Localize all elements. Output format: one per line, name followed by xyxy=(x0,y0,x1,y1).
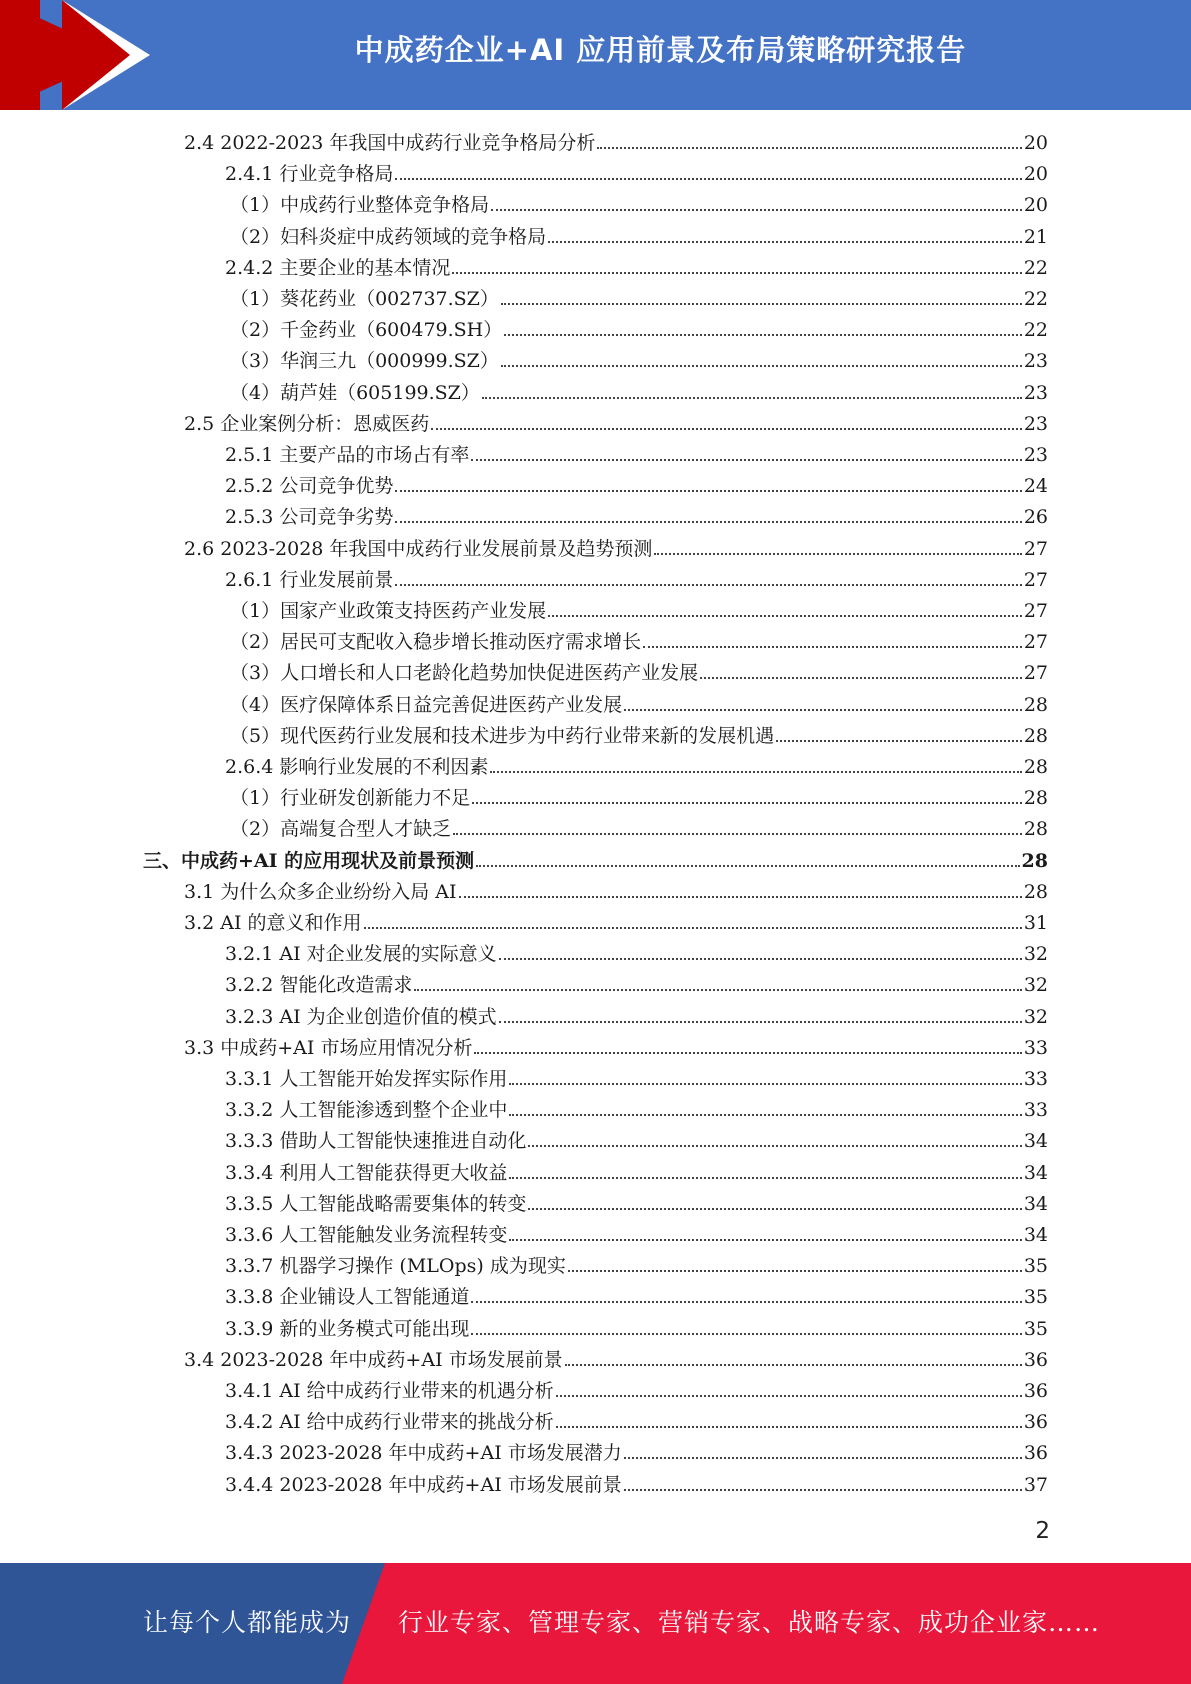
page-header xyxy=(0,0,1191,110)
toc-entry-title: 2.5 企业案例分析：恩威医药 xyxy=(184,413,430,435)
toc-entry-title: （5）现代医药行业发展和技术进步为中药行业带来新的发展机遇 xyxy=(230,725,775,747)
toc-entry-page: 33 xyxy=(1023,1099,1048,1121)
toc-entry-page: 22 xyxy=(1023,257,1048,279)
toc-entry-title: 3.3.7 机器学习操作 (MLOps) 成为现实 xyxy=(225,1255,566,1277)
toc-entry-title: （1）行业研发创新能力不足 xyxy=(230,787,471,809)
toc-entry-title: 2.4.1 行业竞争格局 xyxy=(225,163,394,185)
toc-entry-title: （1）中成药行业整体竞争格局 xyxy=(230,194,490,216)
toc-entry[interactable] xyxy=(225,939,1048,970)
toc-entry-title: （1）葵花药业（002737.SZ） xyxy=(230,288,499,310)
toc-entry-page: 35 xyxy=(1023,1255,1048,1277)
toc-entry[interactable] xyxy=(225,1438,1048,1469)
toc-entry-page: 34 xyxy=(1023,1162,1048,1184)
toc-entry[interactable] xyxy=(225,1220,1048,1251)
toc-entry-page: 28 xyxy=(1023,787,1048,809)
toc-entry-page: 24 xyxy=(1023,475,1048,497)
toc-entry-page: 37 xyxy=(1023,1474,1048,1496)
toc-dot-leader xyxy=(776,740,1022,742)
toc-dot-leader xyxy=(501,365,1022,367)
toc-entry[interactable] xyxy=(225,471,1048,502)
toc-dot-leader xyxy=(501,303,1022,305)
toc-dot-leader xyxy=(453,833,1022,835)
toc-entry[interactable] xyxy=(225,565,1048,596)
toc-entry-title: （4）葫芦娃（605199.SZ） xyxy=(230,382,480,404)
toc-entry-page: 32 xyxy=(1023,1006,1048,1028)
toc-entry[interactable] xyxy=(184,908,1048,939)
toc-entry-title: 2.6.4 影响行业发展的不利因素 xyxy=(225,756,489,778)
toc-entry[interactable] xyxy=(230,315,1048,346)
toc-dot-leader xyxy=(472,802,1022,804)
toc-entry-title: 3.4 2023-2028 年中成药+AI 市场发展前景 xyxy=(184,1349,563,1371)
toc-entry[interactable] xyxy=(225,1158,1048,1189)
toc-entry-page: 36 xyxy=(1023,1349,1048,1371)
toc-entry-page: 33 xyxy=(1023,1037,1048,1059)
toc-entry-title: 3.3.4 利用人工智能获得更大收益 xyxy=(225,1162,508,1184)
toc-entry[interactable] xyxy=(225,1126,1048,1157)
toc-dot-leader xyxy=(509,1083,1021,1085)
toc-entry[interactable] xyxy=(143,846,1048,877)
toc-entry-title: 2.5.2 公司竞争优势 xyxy=(225,475,394,497)
toc-dot-leader xyxy=(482,397,1022,399)
toc-entry-title: 3.3.9 新的业务模式可能出现 xyxy=(225,1318,470,1340)
toc-entry-title: 2.6.1 行业发展前景 xyxy=(225,569,394,591)
toc-entry-page: 35 xyxy=(1023,1286,1048,1308)
toc-entry-title: 3.3.3 借助人工智能快速推进自动化 xyxy=(225,1130,527,1152)
toc-entry-page: 36 xyxy=(1023,1380,1048,1402)
toc-entry-page: 28 xyxy=(1023,881,1048,903)
toc-entry[interactable] xyxy=(184,1345,1048,1376)
toc-dot-leader xyxy=(654,553,1021,555)
toc-entry-page: 22 xyxy=(1023,319,1048,341)
toc-dot-leader xyxy=(499,958,1022,960)
toc-dot-leader xyxy=(624,1457,1022,1459)
toc-entry-page: 32 xyxy=(1023,943,1048,965)
toc-dot-leader xyxy=(414,989,1021,991)
toc-entry[interactable] xyxy=(225,1314,1048,1345)
toc-dot-leader xyxy=(471,1301,1021,1303)
toc-entry-title: （2）妇科炎症中成药领域的竞争格局 xyxy=(230,226,547,248)
toc-dot-leader xyxy=(504,334,1022,336)
toc-entry-page: 27 xyxy=(1023,569,1048,591)
toc-entry[interactable] xyxy=(225,253,1048,284)
toc-dot-leader xyxy=(568,1270,1022,1272)
footer-slogan-right: 行业专家、管理专家、营销专家、战略专家、成功企业家…… xyxy=(398,1608,1101,1637)
toc-dot-leader xyxy=(548,615,1022,617)
toc-dot-leader xyxy=(471,459,1021,461)
toc-entry-page: 21 xyxy=(1023,226,1048,248)
toc-dot-leader xyxy=(624,709,1022,711)
toc-entry-title: 3.3.1 人工智能开始发挥实际作用 xyxy=(225,1068,508,1090)
toc-entry-page: 35 xyxy=(1023,1318,1048,1340)
toc-entry[interactable] xyxy=(225,1470,1048,1501)
toc-entry-title: 3.4.4 2023-2028 年中成药+AI 市场发展前景 xyxy=(225,1474,622,1496)
toc-entry-title: 3.2.3 AI 为企业创造价值的模式 xyxy=(225,1006,497,1028)
toc-entry-page: 23 xyxy=(1023,413,1048,435)
toc-entry[interactable] xyxy=(230,783,1048,814)
toc-dot-leader xyxy=(395,178,1021,180)
toc-dot-leader xyxy=(364,927,1022,929)
toc-dot-leader xyxy=(624,1489,1022,1491)
toc-entry[interactable] xyxy=(225,440,1048,471)
toc-entry-page: 20 xyxy=(1023,194,1048,216)
toc-entry-page: 23 xyxy=(1023,350,1048,372)
toc-entry[interactable] xyxy=(230,346,1048,377)
toc-entry-page: 20 xyxy=(1023,163,1048,185)
toc-entry-title: （2）居民可支配收入稳步增长推动医疗需求增长 xyxy=(230,631,642,653)
toc-entry-page: 28 xyxy=(1023,725,1048,747)
toc-entry-title: 3.3.6 人工智能触发业务流程转变 xyxy=(225,1224,508,1246)
toc-entry-title: 3.4.3 2023-2028 年中成药+AI 市场发展潜力 xyxy=(225,1442,622,1464)
toc-entry[interactable] xyxy=(225,970,1048,1001)
report-title: 中成药企业+AI 应用前景及布局策略研究报告 xyxy=(354,33,967,67)
toc-entry-page: 23 xyxy=(1023,382,1048,404)
toc-dot-leader xyxy=(643,646,1022,648)
toc-entry-page: 27 xyxy=(1023,600,1048,622)
toc-entry-page: 31 xyxy=(1023,912,1048,934)
toc-dot-leader xyxy=(556,1395,1022,1397)
toc-dot-leader xyxy=(548,241,1022,243)
toc-entry-title: （3）人口增长和人口老龄化趋势加快促进医药产业发展 xyxy=(230,662,699,684)
toc-entry[interactable] xyxy=(225,1189,1048,1220)
toc-entry[interactable] xyxy=(184,128,1048,159)
toc-dot-leader xyxy=(471,1333,1021,1335)
toc-entry-title: （1）国家产业政策支持医药产业发展 xyxy=(230,600,547,622)
toc-entry[interactable] xyxy=(230,222,1048,253)
toc-entry-title: 3.3 中成药+AI 市场应用情况分析 xyxy=(184,1037,473,1059)
toc-dot-leader xyxy=(395,584,1021,586)
toc-dot-leader xyxy=(395,521,1021,523)
toc-dot-leader xyxy=(459,896,1022,898)
toc-entry[interactable] xyxy=(230,378,1048,409)
toc-entry-page: 28 xyxy=(1023,756,1048,778)
toc-entry-title: （2）高端复合型人才缺乏 xyxy=(230,818,452,840)
toc-entry-title: 2.4.2 主要企业的基本情况 xyxy=(225,257,451,279)
toc-dot-leader xyxy=(556,1426,1022,1428)
toc-entry-title: 2.6 2023-2028 年我国中成药行业发展前景及趋势预测 xyxy=(184,538,653,560)
toc-entry-page: 34 xyxy=(1023,1193,1048,1215)
toc-dot-leader xyxy=(565,1364,1022,1366)
toc-entry-title: 2.5.3 公司竞争劣势 xyxy=(225,506,394,528)
toc-dot-leader xyxy=(597,147,1021,149)
toc-entry[interactable] xyxy=(225,1282,1048,1313)
toc-dot-leader xyxy=(700,677,1022,679)
toc-entry-page: 33 xyxy=(1023,1068,1048,1090)
toc-entry[interactable] xyxy=(230,190,1048,221)
toc-entry[interactable] xyxy=(230,627,1048,658)
toc-entry-title: 3.2.1 AI 对企业发展的实际意义 xyxy=(225,943,497,965)
toc-entry-page: 28 xyxy=(1023,694,1048,716)
toc-dot-leader xyxy=(490,771,1021,773)
toc-entry-title: 2.5.1 主要产品的市场占有率 xyxy=(225,444,470,466)
toc-entry-title: 三、中成药+AI 的应用现状及前景预测 xyxy=(143,850,475,872)
toc-entry[interactable] xyxy=(230,690,1048,721)
toc-entry-title: （3）华润三九（000999.SZ） xyxy=(230,350,499,372)
toc-entry-page: 27 xyxy=(1023,662,1048,684)
toc-entry[interactable] xyxy=(225,1407,1048,1438)
toc-entry[interactable] xyxy=(230,814,1048,845)
page-number: 2 xyxy=(1035,1518,1050,1544)
toc-entry-page: 36 xyxy=(1023,1411,1048,1433)
toc-entry-title: 3.2.2 智能化改造需求 xyxy=(225,974,413,996)
toc-entry-title: （4）医疗保障体系日益完善促进医药产业发展 xyxy=(230,694,623,716)
toc-entry-page: 32 xyxy=(1023,974,1048,996)
toc-entry-page: 26 xyxy=(1023,506,1048,528)
toc-dot-leader xyxy=(528,1208,1021,1210)
toc-entry-page: 27 xyxy=(1023,631,1048,653)
header-chevron-inner xyxy=(62,0,130,110)
toc-entry-page: 28 xyxy=(1023,818,1048,840)
toc-dot-leader xyxy=(509,1114,1021,1116)
toc-entry[interactable] xyxy=(225,752,1048,783)
toc-dot-leader xyxy=(474,1052,1021,1054)
toc-entry[interactable] xyxy=(230,721,1048,752)
toc-entry-page: 36 xyxy=(1023,1442,1048,1464)
toc-dot-leader xyxy=(452,272,1021,274)
toc-dot-leader xyxy=(509,1177,1021,1179)
toc-dot-leader xyxy=(499,1021,1022,1023)
toc-entry[interactable] xyxy=(184,877,1048,908)
toc-entry-page: 23 xyxy=(1023,444,1048,466)
toc-entry-title: 3.3.5 人工智能战略需要集体的转变 xyxy=(225,1193,527,1215)
toc-entry-title: 3.4.2 AI 给中成药行业带来的挑战分析 xyxy=(225,1411,554,1433)
page-footer xyxy=(0,1563,1191,1684)
toc-entry[interactable] xyxy=(230,284,1048,315)
toc-entry-page: 20 xyxy=(1023,132,1048,154)
toc-entry[interactable] xyxy=(225,1095,1048,1126)
footer-slogan-left: 让每个人都能成为 xyxy=(143,1608,352,1637)
toc-entry[interactable] xyxy=(225,502,1048,533)
toc-entry-title: 3.1 为什么众多企业纷纷入局 AI xyxy=(184,881,457,903)
toc-entry[interactable] xyxy=(184,409,1048,440)
toc-entry-page: 28 xyxy=(1021,850,1048,872)
toc-dot-leader xyxy=(509,1239,1021,1241)
toc-dot-leader xyxy=(476,865,1019,867)
toc-dot-leader xyxy=(528,1145,1021,1147)
toc-entry-title: 3.3.2 人工智能渗透到整个企业中 xyxy=(225,1099,508,1121)
toc-entry[interactable] xyxy=(225,1251,1048,1282)
toc-entry-title: 3.3.8 企业铺设人工智能通道 xyxy=(225,1286,470,1308)
toc-entry-page: 27 xyxy=(1023,538,1048,560)
toc-entry-title: 3.2 AI 的意义和作用 xyxy=(184,912,362,934)
toc-entry-page: 34 xyxy=(1023,1130,1048,1152)
toc-dot-leader xyxy=(395,490,1021,492)
toc-entry[interactable] xyxy=(225,159,1048,190)
toc-entry[interactable] xyxy=(184,534,1048,565)
toc-entry[interactable] xyxy=(225,1376,1048,1407)
toc-entry-page: 34 xyxy=(1023,1224,1048,1246)
toc-entry-title: 3.4.1 AI 给中成药行业带来的机遇分析 xyxy=(225,1380,554,1402)
toc-dot-leader xyxy=(491,209,1022,211)
toc-entry-title: （2）千金药业（600479.SH） xyxy=(230,319,503,341)
toc-entry[interactable] xyxy=(230,596,1048,627)
toc-entry[interactable] xyxy=(225,1064,1048,1095)
toc-entry-page: 22 xyxy=(1023,288,1048,310)
toc-entry[interactable] xyxy=(230,658,1048,689)
toc-dot-leader xyxy=(431,428,1022,430)
toc-entry-title: 2.4 2022-2023 年我国中成药行业竞争格局分析 xyxy=(184,132,596,154)
toc-entry[interactable] xyxy=(225,1002,1048,1033)
toc-entry[interactable] xyxy=(184,1033,1048,1064)
